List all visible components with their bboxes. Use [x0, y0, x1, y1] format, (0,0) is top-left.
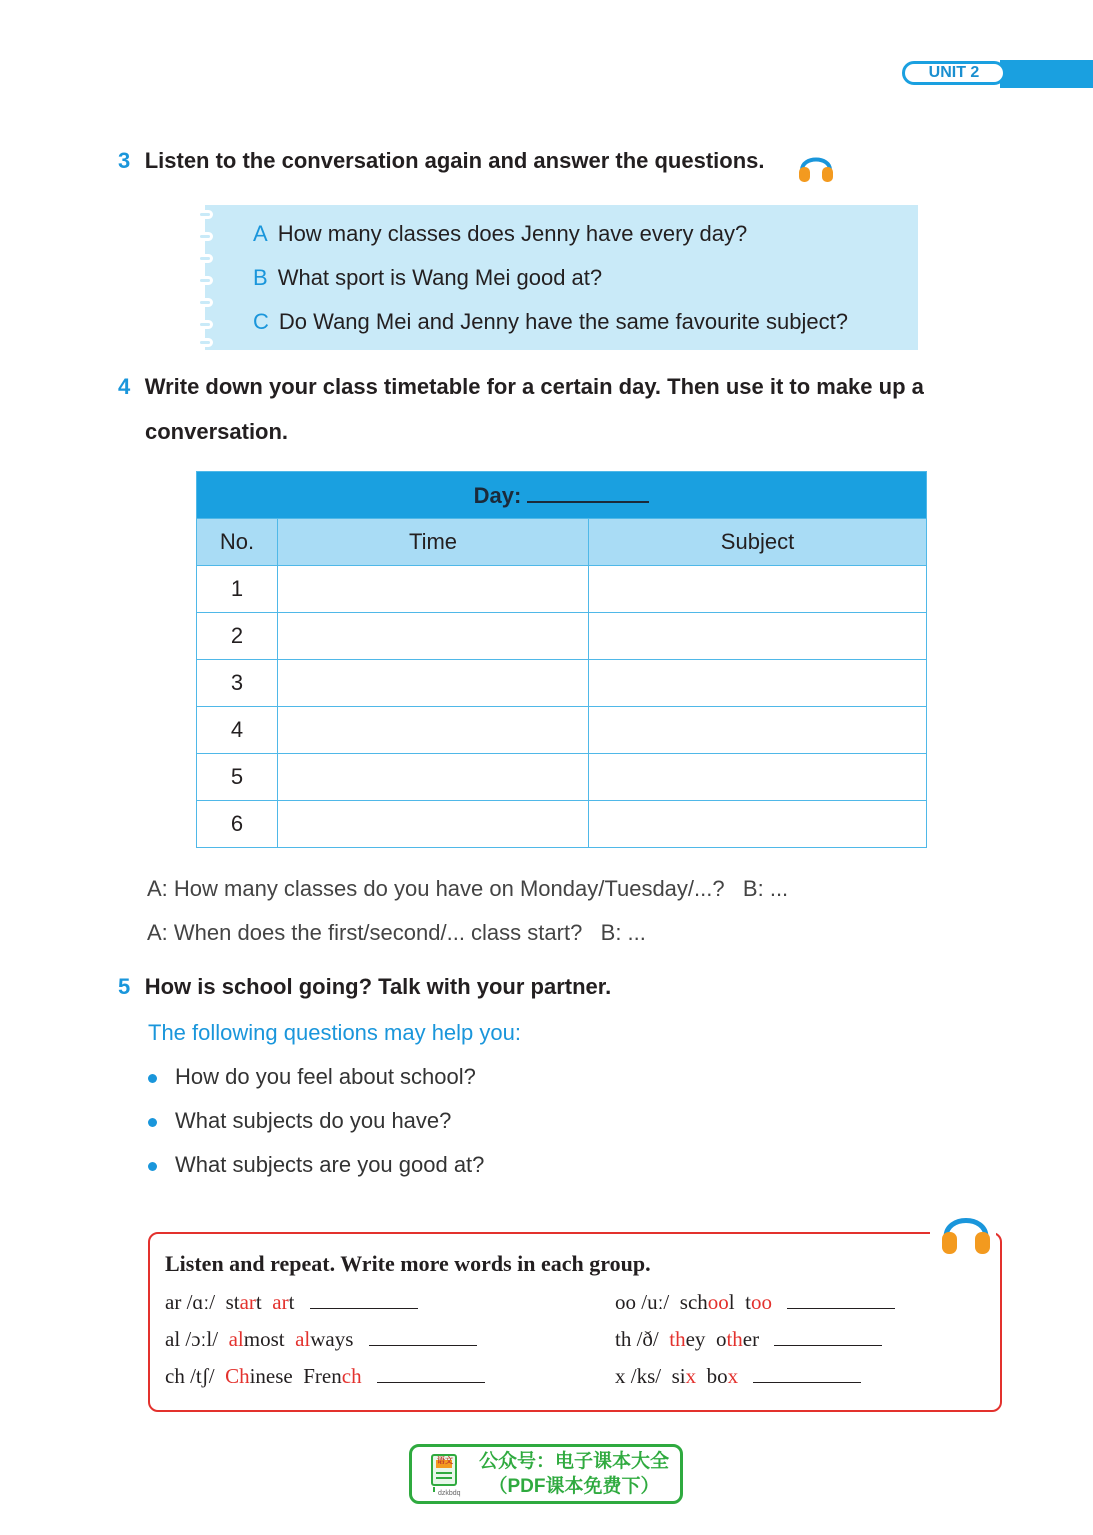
- column-header-time: Time: [278, 519, 589, 566]
- unit-tab-label: UNIT 2: [902, 61, 1006, 85]
- subject-cell[interactable]: [589, 707, 927, 754]
- question-b: [253, 265, 602, 291]
- table-row: [197, 707, 927, 754]
- time-cell[interactable]: [278, 566, 589, 613]
- question-text: Do Wang Mei and Jenny have the same favourite subject?: [278, 309, 848, 334]
- section-heading: How is school going? Talk with your partner.: [144, 974, 612, 999]
- answer-blank[interactable]: [774, 1327, 882, 1346]
- bullet-text: How do you feel about school?: [175, 1064, 476, 1089]
- phonics-row: [615, 1327, 882, 1352]
- time-cell[interactable]: [278, 613, 589, 660]
- column-header-subject: Subject: [589, 519, 927, 566]
- word-part: ey: [685, 1327, 706, 1351]
- bullet-icon: [148, 1074, 157, 1083]
- question-a: [253, 221, 747, 247]
- table-row: [197, 566, 927, 613]
- bullet-text: What subjects are you good at?: [175, 1152, 485, 1177]
- list-item: [148, 1108, 451, 1134]
- unit-tab-bar: [1000, 60, 1093, 88]
- sample-dialogue-2: A: When does the first/second/... class start? B: ...: [147, 920, 646, 945]
- subject-cell[interactable]: [589, 660, 927, 707]
- word-highlight: x: [685, 1364, 697, 1388]
- list-item: [148, 1064, 476, 1090]
- table-row: [197, 660, 927, 707]
- word-part: si: [671, 1364, 686, 1388]
- table-row: [197, 754, 927, 801]
- word-highlight: al: [228, 1327, 244, 1351]
- question-letter: A: [253, 221, 268, 246]
- sound-label: oo /uː/: [615, 1290, 670, 1314]
- section-5-header: [118, 974, 611, 1000]
- headphone-icon[interactable]: [938, 1205, 994, 1257]
- sound-label: th /ð/: [615, 1327, 659, 1351]
- section-3-header: [118, 148, 764, 174]
- subject-cell[interactable]: [589, 754, 927, 801]
- question-letter: B: [253, 265, 268, 290]
- answer-blank[interactable]: [310, 1290, 418, 1309]
- word-part: l: [728, 1290, 735, 1314]
- word-highlight: x: [727, 1364, 739, 1388]
- table-row: [197, 613, 927, 660]
- section-4-header: [118, 374, 1008, 400]
- phonics-row: [165, 1327, 477, 1352]
- column-header-no: No.: [197, 519, 278, 566]
- book-icon-label: 语文: [437, 1456, 453, 1465]
- row-number: 1: [197, 566, 278, 613]
- time-cell[interactable]: [278, 754, 589, 801]
- answer-blank[interactable]: [369, 1327, 477, 1346]
- headphone-icon[interactable]: [796, 148, 836, 184]
- word-part: most: [243, 1327, 285, 1351]
- question-text: How many classes does Jenny have every day?: [277, 221, 748, 246]
- phonics-row: [615, 1290, 895, 1315]
- row-number: 5: [197, 754, 278, 801]
- phonics-row: [165, 1364, 485, 1389]
- word-part: t: [745, 1290, 751, 1314]
- sound-label: x /ks/: [615, 1364, 662, 1388]
- section-number: 5: [118, 974, 131, 999]
- word-highlight: ar: [239, 1290, 256, 1314]
- list-item: [148, 1152, 484, 1178]
- stamp-text: [474, 1449, 674, 1499]
- day-header: [197, 472, 927, 519]
- word-highlight: th: [726, 1327, 743, 1351]
- word-part: bo: [706, 1364, 728, 1388]
- questions-box: [205, 205, 918, 350]
- subject-cell[interactable]: [589, 613, 927, 660]
- word-highlight: oo: [707, 1290, 729, 1314]
- phonics-row: [165, 1290, 418, 1315]
- time-cell[interactable]: [278, 801, 589, 848]
- subject-cell[interactable]: [589, 801, 927, 848]
- row-number: 6: [197, 801, 278, 848]
- word-highlight: Ch: [225, 1364, 250, 1388]
- word-part: er: [742, 1327, 760, 1351]
- word-part: o: [715, 1327, 727, 1351]
- answer-blank[interactable]: [753, 1364, 861, 1383]
- day-label: Day:: [473, 483, 522, 508]
- bullet-text: What subjects do you have?: [175, 1108, 452, 1133]
- sound-label: ch /tʃ/: [165, 1364, 215, 1388]
- word-part: inese: [249, 1364, 293, 1388]
- word-part: st: [225, 1290, 240, 1314]
- answer-blank[interactable]: [787, 1290, 895, 1309]
- question-letter: C: [253, 309, 269, 334]
- word-highlight: al: [295, 1327, 311, 1351]
- row-number: 4: [197, 707, 278, 754]
- word-highlight: ch: [341, 1364, 362, 1388]
- help-text: The following questions may help you:: [148, 1020, 521, 1045]
- section-heading: Write down your class timetable for a certain day. Then use it to make up a: [144, 374, 924, 399]
- row-number: 3: [197, 660, 278, 707]
- stamp-line-2: （PDF课本免费下）: [488, 1476, 660, 1497]
- stamp-tiny-text: dzkbdq: [438, 1490, 461, 1497]
- sound-label: al /ɔːl/: [165, 1327, 219, 1351]
- phonics-row: [615, 1364, 861, 1389]
- section-heading-cont: conversation.: [145, 419, 289, 444]
- footer-stamp: [409, 1444, 683, 1504]
- stamp-line-1: 公众号：电子课本大全: [478, 1451, 669, 1472]
- question-text: What sport is Wang Mei good at?: [277, 265, 603, 290]
- word-highlight: ar: [272, 1290, 289, 1314]
- word-part: sch: [679, 1290, 708, 1314]
- sample-dialogue-1: A: How many classes do you have on Monday/Tuesday/...? B: ...: [147, 876, 789, 901]
- time-cell[interactable]: [278, 707, 589, 754]
- word-highlight: oo: [750, 1290, 772, 1314]
- sound-label: ar /ɑː/: [165, 1290, 216, 1314]
- word-part: t: [288, 1290, 295, 1314]
- question-c: [253, 309, 848, 335]
- word-part: Fren: [303, 1364, 342, 1388]
- word-highlight: th: [669, 1327, 686, 1351]
- row-number: 2: [197, 613, 278, 660]
- table-row: [197, 801, 927, 848]
- section-number: 3: [118, 148, 131, 173]
- day-blank[interactable]: [527, 481, 649, 503]
- phonics-title: Listen and repeat. Write more words in each group.: [165, 1251, 651, 1276]
- bullet-icon: [148, 1162, 157, 1171]
- time-cell[interactable]: [278, 660, 589, 707]
- bullet-icon: [148, 1118, 157, 1127]
- subject-cell[interactable]: [589, 566, 927, 613]
- word-part: ways: [310, 1327, 354, 1351]
- section-number: 4: [118, 374, 131, 399]
- answer-blank[interactable]: [377, 1364, 485, 1383]
- section-heading: Listen to the conversation again and answer the questions.: [144, 148, 765, 173]
- word-part: t: [255, 1290, 262, 1314]
- timetable: [196, 471, 927, 848]
